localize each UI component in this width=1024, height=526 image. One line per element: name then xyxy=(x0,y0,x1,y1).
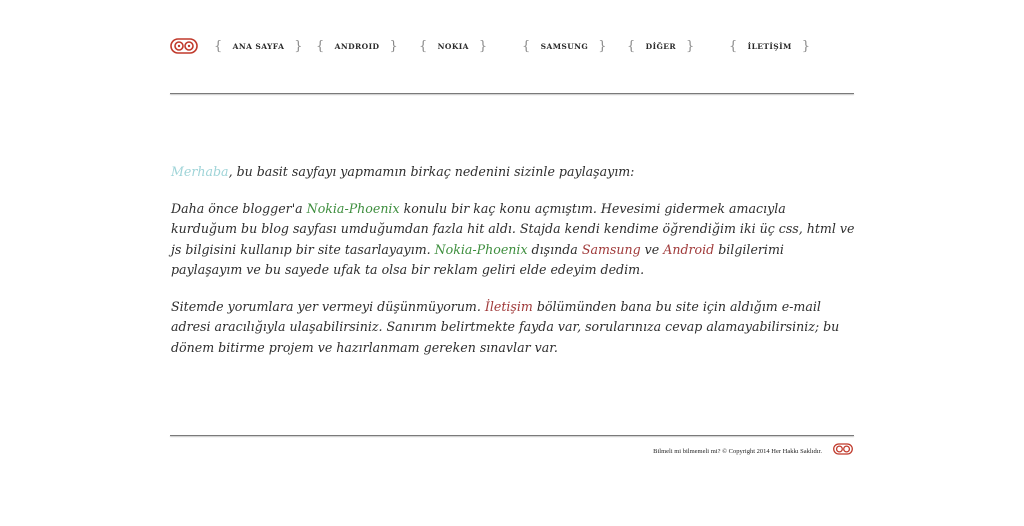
brace-right-icon: } xyxy=(686,38,695,54)
nav-ana-sayfa[interactable] xyxy=(214,36,303,56)
brace-left-icon: { xyxy=(419,38,428,54)
nav-android[interactable] xyxy=(316,36,398,56)
intro-paragraph xyxy=(171,162,855,183)
brace-left-icon: { xyxy=(316,38,325,54)
nav-label: SAMSUNG xyxy=(540,41,589,51)
nav-iletisim[interactable] xyxy=(729,36,810,56)
header-divider xyxy=(170,93,854,94)
brace-left-icon: { xyxy=(729,38,738,54)
footer-logo-icon[interactable] xyxy=(833,443,853,455)
brace-right-icon: } xyxy=(801,38,811,54)
text-span: ve xyxy=(640,241,664,257)
text-span: bölümünden bana bu site için aldığım e-mail adresi aracılığıyla ulaşabilirsiniz. Sanırım belirtmekte fayda var, sorularınıza cevap alamayabilirsiniz; bu dönem bitirme projem ve hazırlanmam gereken sınavlar var. xyxy=(171,298,840,355)
text-span: dışında xyxy=(527,241,582,257)
main-content xyxy=(171,162,855,374)
text-span: Sitemde yorumlara yer vermeyi düşünmüyorum. xyxy=(171,298,485,314)
site-logo-icon[interactable] xyxy=(170,38,198,54)
greeting-text: Merhaba xyxy=(171,164,229,179)
nav-diger[interactable] xyxy=(627,36,695,56)
text-span: bilgilerimi paylaşayım ve bu sayede ufak ta olsa bir reklam geliri elde edeyim dedim. xyxy=(171,241,784,277)
nav-label: ANDROID xyxy=(334,41,380,51)
nav-label: DİĞER xyxy=(645,41,677,51)
brace-right-icon: } xyxy=(478,38,488,54)
nav-nokia[interactable] xyxy=(419,36,488,56)
nav-label: ANA SAYFA xyxy=(232,41,285,51)
contact-paragraph xyxy=(171,297,855,359)
iletisim-link[interactable]: İletişim xyxy=(484,298,533,314)
history-paragraph xyxy=(171,199,855,281)
android-link[interactable]: Android xyxy=(663,241,715,257)
brace-left-icon: { xyxy=(214,38,223,54)
brace-left-icon: { xyxy=(627,38,636,54)
nokia-phoenix-link[interactable]: Nokia-Phoenix xyxy=(306,200,400,216)
brace-right-icon: } xyxy=(598,38,607,54)
nav-samsung[interactable] xyxy=(522,36,607,56)
nav-label: NOKIA xyxy=(437,41,469,51)
text-span: konulu bir kaç konu açmıştım. Hevesimi gidermek amacıyla kurduğum bu blog sayfası umduğumdan fazla hit aldı. Stajda kendi kendime öğrendiğim iki üç css, html ve js bilgisini kullanıp bir site tasarlayayım. xyxy=(171,200,855,257)
brace-right-icon: } xyxy=(294,38,303,54)
samsung-link[interactable]: Samsung xyxy=(581,241,641,257)
nav-label: İLETİŞİM xyxy=(747,41,792,51)
footer-divider xyxy=(170,435,854,436)
brace-left-icon: { xyxy=(522,38,531,54)
intro-text: , bu basit sayfayı yapmamın birkaç nedenini sizinle paylaşayım: xyxy=(228,164,635,179)
brace-right-icon: } xyxy=(389,38,399,54)
nokia-phoenix-link[interactable]: Nokia-Phoenix xyxy=(434,241,528,257)
text-span: Daha önce blogger'a xyxy=(171,200,307,216)
copyright-text: Bilmeli mi bilmemeli mi? © Copyright 2014 Her Hakkı Saklıdır. xyxy=(653,448,822,455)
